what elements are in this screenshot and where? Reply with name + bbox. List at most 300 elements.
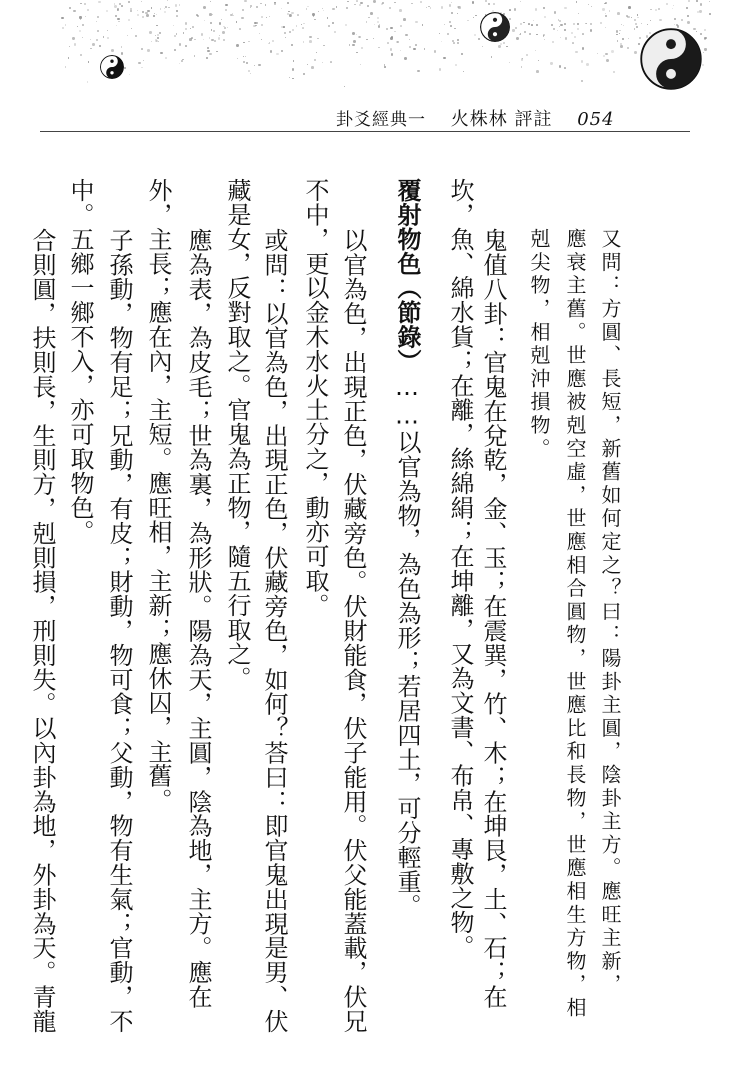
speckle-dot	[591, 6, 592, 7]
speckle-dot	[647, 24, 648, 25]
speckle-dot	[641, 23, 642, 24]
speckle-dot	[306, 8, 307, 9]
speckle-dot	[209, 53, 212, 56]
speckle-dot	[157, 37, 159, 39]
speckle-dot	[509, 62, 510, 63]
speckle-dot	[672, 8, 673, 9]
speckle-dot	[344, 86, 345, 87]
speckle-dot	[164, 8, 165, 9]
speckle-dot	[522, 58, 523, 59]
section-heading: 覆射物色（節錄）	[393, 178, 421, 374]
speckle-dot	[619, 30, 620, 31]
speckle-dot	[265, 4, 266, 5]
speckle-dot	[176, 33, 178, 35]
speckle-dot	[233, 15, 234, 16]
speckle-dot	[185, 22, 187, 24]
speckle-dot	[394, 2, 395, 3]
speckle-dot	[292, 29, 295, 32]
speckle-dot	[258, 64, 261, 67]
speckle-dot	[281, 8, 282, 9]
speckle-dot	[203, 39, 204, 40]
speckle-dot	[219, 22, 222, 25]
speckle-dot	[197, 15, 199, 17]
speckle-dot	[581, 60, 583, 62]
section-heading-text: ……以官為物，為色為形；若居四土，可分輕重。	[393, 373, 421, 919]
speckle-dot	[121, 46, 122, 47]
speckle-dot	[574, 36, 576, 38]
speckle-dot	[659, 19, 661, 21]
author-role: 評註	[514, 109, 553, 130]
speckle-dot	[405, 34, 408, 37]
speckle-dot	[413, 48, 415, 50]
speckle-dot	[160, 52, 162, 54]
speckle-dot	[639, 37, 641, 39]
speckle-dot	[422, 24, 424, 26]
speckle-dot	[128, 1, 130, 3]
speckle-dot	[450, 25, 452, 27]
speckle-dot	[147, 10, 149, 12]
text-column-5: 坎，魚、綿水貨；在離，絲綿絹；在坤離，又為文書、布帛、專敷之物。	[446, 178, 474, 959]
text-column-3: 剋尖物，相剋沖損物。	[527, 228, 551, 461]
speckle-dot	[673, 5, 674, 6]
speckle-dot	[156, 14, 158, 16]
speckle-dot	[578, 13, 579, 14]
speckle-dot	[130, 8, 132, 10]
speckle-dot	[261, 16, 263, 18]
speckle-dot	[447, 33, 449, 35]
speckle-dot	[248, 70, 250, 72]
speckle-dot	[628, 6, 631, 9]
speckle-dot	[118, 21, 119, 22]
speckle-dot	[88, 61, 90, 63]
speckle-dot	[613, 71, 615, 73]
speckle-dot	[244, 0, 246, 2]
speckle-dot	[451, 2, 452, 3]
speckle-dot	[287, 13, 289, 15]
speckle-dot	[194, 55, 196, 57]
speckle-dot	[309, 40, 312, 43]
speckle-dot	[269, 42, 270, 43]
speckle-dot	[635, 23, 637, 25]
speckle-dot	[62, 27, 64, 29]
speckle-dot	[307, 6, 308, 7]
speckle-dot	[79, 16, 81, 18]
speckle-dot	[130, 10, 133, 13]
speckle-dot	[135, 35, 137, 37]
speckle-dot	[292, 78, 294, 80]
speckle-dot	[503, 42, 505, 44]
speckle-dot	[617, 12, 620, 15]
speckle-dot	[441, 41, 442, 42]
text-column-1: 又問：方圓、長短，新舊如何定之？曰：陽卦主圓，陰卦主方。應旺主新，	[598, 228, 622, 997]
speckle-dot	[274, 2, 276, 4]
speckle-dot	[167, 0, 168, 1]
speckle-dot	[650, 20, 651, 21]
speckle-dot	[352, 44, 354, 46]
speckle-dot	[523, 22, 524, 23]
speckle-dot	[571, 32, 573, 34]
speckle-dot	[307, 64, 308, 65]
yin-yang-icon-right	[640, 28, 702, 90]
speckle-dot	[192, 26, 194, 28]
speckle-dot	[382, 2, 384, 4]
speckle-dot	[506, 46, 508, 48]
speckle-dot	[239, 28, 241, 30]
speckle-dot	[232, 13, 233, 14]
speckle-dot	[209, 37, 210, 38]
speckle-dot	[84, 3, 86, 5]
speckle-dot	[449, 21, 451, 23]
speckle-texture	[60, 0, 720, 95]
speckle-dot	[243, 61, 246, 64]
speckle-dot	[399, 9, 402, 12]
speckle-dot	[602, 8, 604, 10]
speckle-dot	[358, 36, 360, 38]
speckle-dot	[390, 48, 392, 50]
speckle-dot	[127, 35, 128, 36]
speckle-dot	[536, 34, 537, 35]
speckle-dot	[114, 5, 117, 8]
text-column-9: 或問：以官為色，出現正色，伏藏旁色，如何？荅曰：即官鬼出現是男、伏	[260, 228, 288, 1034]
speckle-dot	[520, 23, 521, 24]
speckle-dot	[703, 52, 705, 54]
speckle-dot	[681, 19, 683, 21]
speckle-dot	[272, 40, 274, 42]
speckle-dot	[293, 60, 295, 62]
speckle-dot	[572, 42, 574, 44]
speckle-dot	[367, 5, 369, 7]
speckle-dot	[253, 25, 255, 27]
speckle-dot	[302, 27, 304, 29]
speckle-dot	[90, 48, 91, 49]
speckle-dot	[160, 8, 161, 9]
speckle-dot	[564, 29, 566, 31]
speckle-dot	[98, 1, 101, 4]
speckle-dot	[246, 62, 248, 64]
speckle-dot	[261, 24, 263, 26]
section-heading-column	[395, 178, 419, 918]
speckle-dot	[181, 60, 183, 62]
speckle-dot	[245, 56, 246, 57]
speckle-dot	[227, 27, 228, 28]
speckle-dot	[345, 24, 347, 26]
speckle-dot	[688, 0, 690, 2]
speckle-dot	[609, 10, 611, 12]
speckle-dot	[69, 46, 70, 47]
text-column-8: 不中，更以金木水火土分之，動亦可取。	[301, 178, 329, 618]
speckle-dot	[92, 43, 95, 46]
speckle-dot	[564, 67, 566, 69]
speckle-dot	[415, 44, 417, 46]
speckle-dot	[96, 39, 98, 41]
speckle-dot	[634, 51, 637, 54]
speckle-dot	[457, 13, 458, 14]
speckle-dot	[535, 50, 536, 51]
speckle-dot	[373, 38, 374, 39]
speckle-dot	[627, 47, 629, 49]
speckle-dot	[175, 4, 178, 7]
speckle-dot	[520, 1, 521, 2]
speckle-dot	[582, 47, 585, 50]
speckle-dot	[514, 8, 517, 11]
speckle-dot	[400, 25, 402, 27]
speckle-dot	[216, 51, 218, 53]
speckle-dot	[361, 47, 363, 49]
speckle-dot	[313, 15, 314, 16]
speckle-dot	[391, 53, 393, 55]
speckle-dot	[424, 48, 426, 50]
speckle-dot	[686, 7, 689, 10]
text-column-10: 藏是女，反對取之。官鬼為正物，隨五行取之。	[223, 178, 251, 691]
speckle-dot	[687, 21, 690, 24]
author-name: 火株林	[450, 109, 508, 130]
speckle-dot	[521, 58, 523, 60]
speckle-dot	[415, 21, 417, 23]
speckle-dot	[559, 65, 561, 67]
speckle-dot	[97, 30, 99, 32]
speckle-dot	[577, 23, 579, 25]
speckle-dot	[99, 45, 101, 47]
speckle-dot	[225, 9, 227, 11]
speckle-dot	[207, 50, 210, 53]
speckle-dot	[586, 63, 589, 66]
speckle-dot	[352, 32, 355, 35]
speckle-dot	[590, 29, 592, 31]
speckle-dot	[704, 48, 706, 50]
speckle-dot	[544, 39, 545, 40]
speckle-dot	[330, 61, 332, 63]
speckle-dot	[346, 7, 348, 9]
speckle-dot	[151, 41, 152, 42]
speckle-dot	[441, 6, 444, 9]
speckle-dot	[142, 11, 144, 13]
speckle-dot	[242, 9, 244, 11]
speckle-dot	[289, 77, 290, 78]
speckle-dot	[142, 16, 145, 19]
speckle-dot	[210, 22, 212, 24]
speckle-dot	[411, 3, 412, 4]
speckle-dot	[146, 14, 149, 17]
speckle-dot	[528, 23, 530, 25]
speckle-dot	[87, 9, 89, 11]
speckle-dot	[292, 68, 294, 70]
speckle-dot	[377, 21, 379, 23]
speckle-dot	[384, 66, 386, 68]
speckle-dot	[560, 24, 562, 26]
speckle-dot	[323, 10, 324, 11]
speckle-dot	[637, 17, 638, 18]
speckle-dot	[458, 6, 461, 9]
speckle-dot	[317, 38, 319, 40]
speckle-dot	[309, 36, 311, 38]
speckle-dot	[284, 32, 287, 35]
speckle-dot	[617, 40, 619, 42]
speckle-dot	[565, 37, 567, 39]
speckle-dot	[597, 53, 598, 54]
speckle-dot	[218, 37, 221, 40]
speckle-dot	[138, 62, 141, 65]
speckle-dot	[87, 81, 88, 82]
speckle-dot	[221, 19, 222, 20]
speckle-dot	[165, 57, 167, 59]
speckle-dot	[478, 38, 480, 40]
speckle-dot	[323, 45, 324, 46]
running-header	[336, 105, 615, 131]
speckle-dot	[303, 73, 305, 75]
speckle-dot	[190, 28, 191, 29]
speckle-dot	[638, 43, 641, 46]
speckle-dot	[79, 30, 81, 32]
speckle-dot	[189, 38, 192, 41]
speckle-dot	[538, 60, 539, 61]
speckle-dot	[80, 19, 81, 20]
speckle-dot	[420, 1, 422, 3]
speckle-dot	[573, 23, 575, 25]
speckle-dot	[536, 24, 538, 26]
text-column-15: 合則圓，扶則長，生則方，剋則損，刑則失。以內卦為地，外卦為天。青龍	[28, 228, 56, 1034]
speckle-dot	[557, 30, 558, 31]
speckle-dot	[82, 37, 83, 38]
speckle-dot	[115, 15, 117, 17]
speckle-dot	[281, 50, 283, 52]
speckle-dot	[289, 31, 291, 33]
speckle-dot	[303, 23, 304, 24]
speckle-dot	[210, 1, 211, 2]
speckle-dot	[552, 41, 554, 43]
speckle-dot	[128, 19, 130, 21]
speckle-dot	[605, 15, 607, 17]
speckle-dot	[700, 33, 701, 34]
speckle-dot	[623, 25, 624, 26]
speckle-dot	[451, 12, 453, 14]
speckle-dot	[314, 59, 316, 61]
speckle-dot	[366, 21, 367, 22]
speckle-dot	[255, 22, 258, 25]
speckle-dot	[291, 44, 293, 46]
speckle-dot	[485, 0, 486, 1]
speckle-dot	[488, 3, 490, 5]
speckle-dot	[68, 57, 70, 59]
speckle-dot	[318, 11, 319, 12]
speckle-dot	[512, 29, 514, 31]
speckle-dot	[176, 15, 178, 17]
speckle-dot	[347, 1, 349, 3]
speckle-dot	[316, 52, 317, 53]
speckle-dot	[700, 3, 702, 5]
speckle-dot	[404, 57, 407, 60]
speckle-dot	[179, 4, 180, 5]
speckle-dot	[248, 41, 250, 43]
speckle-dot	[254, 65, 255, 66]
speckle-dot	[80, 54, 82, 56]
speckle-dot	[153, 15, 154, 16]
speckle-dot	[174, 35, 176, 37]
speckle-dot	[206, 57, 207, 58]
speckle-dot	[457, 39, 459, 41]
speckle-dot	[103, 36, 104, 37]
speckle-dot	[164, 11, 166, 13]
speckle-dot	[82, 24, 84, 26]
speckle-dot	[336, 6, 338, 8]
speckle-dot	[168, 7, 169, 8]
speckle-dot	[145, 12, 147, 14]
text-column-7: 以官為色，出現正色，伏藏旁色。伏財能食，伏子能用。伏父能蓋載，伏兄	[339, 228, 367, 1034]
page-number: 054	[577, 109, 615, 130]
speckle-dot	[266, 17, 267, 18]
speckle-dot	[179, 43, 181, 45]
speckle-dot	[174, 49, 176, 51]
speckle-dot	[65, 24, 67, 26]
speckle-dot	[590, 23, 592, 25]
speckle-dot	[387, 42, 389, 44]
speckle-dot	[378, 47, 380, 49]
speckle-dot	[137, 14, 139, 16]
speckle-dot	[61, 17, 63, 19]
speckle-dot	[498, 45, 501, 48]
speckle-dot	[147, 49, 150, 52]
speckle-dot	[631, 17, 632, 18]
speckle-dot	[176, 10, 179, 13]
speckle-dot	[107, 30, 108, 31]
speckle-dot	[203, 6, 206, 9]
speckle-dot	[409, 39, 411, 41]
speckle-dot	[544, 16, 546, 18]
speckle-dot	[285, 37, 286, 38]
speckle-dot	[368, 17, 369, 18]
speckle-dot	[74, 43, 77, 46]
speckle-dot	[696, 31, 697, 32]
speckle-dot	[417, 70, 420, 73]
speckle-dot	[709, 13, 711, 15]
speckle-dot	[276, 53, 279, 56]
speckle-dot	[622, 38, 624, 40]
speckle-dot	[366, 39, 367, 40]
text-column-13: 子孫動，物有足；兄動，有皮；財動，物可食；父動，物有生氣；官動，不	[105, 228, 133, 1034]
speckle-dot	[250, 7, 252, 9]
speckle-dot	[658, 8, 660, 10]
speckle-dot	[289, 14, 292, 17]
yin-yang-icon-middle	[480, 12, 510, 42]
speckle-dot	[390, 27, 392, 29]
speckle-dot	[605, 53, 608, 56]
speckle-dot	[159, 32, 160, 33]
speckle-dot	[475, 15, 476, 16]
speckle-dot	[314, 19, 316, 21]
speckle-dot	[560, 37, 561, 38]
speckle-dot	[439, 33, 440, 34]
speckle-dot	[283, 26, 285, 28]
speckle-dot	[516, 37, 519, 40]
speckle-dot	[674, 24, 675, 25]
speckle-dot	[521, 66, 523, 68]
speckle-dot	[96, 21, 97, 22]
speckle-dot	[224, 27, 226, 29]
speckle-dot	[389, 7, 391, 9]
speckle-dot	[536, 70, 539, 73]
speckle-dot	[620, 45, 622, 47]
speckle-dot	[237, 58, 238, 59]
text-column-12: 外，主長；應在內，主短。應旺相，主新；應休囚，主舊。	[144, 178, 172, 813]
speckle-dot	[611, 50, 614, 53]
speckle-dot	[158, 41, 159, 42]
speckle-dot	[334, 31, 336, 33]
speckle-dot	[430, 7, 431, 8]
speckle-dot	[179, 63, 180, 64]
speckle-dot	[225, 4, 227, 6]
speckle-dot	[575, 51, 578, 54]
speckle-dot	[628, 38, 629, 39]
speckle-dot	[223, 39, 225, 41]
